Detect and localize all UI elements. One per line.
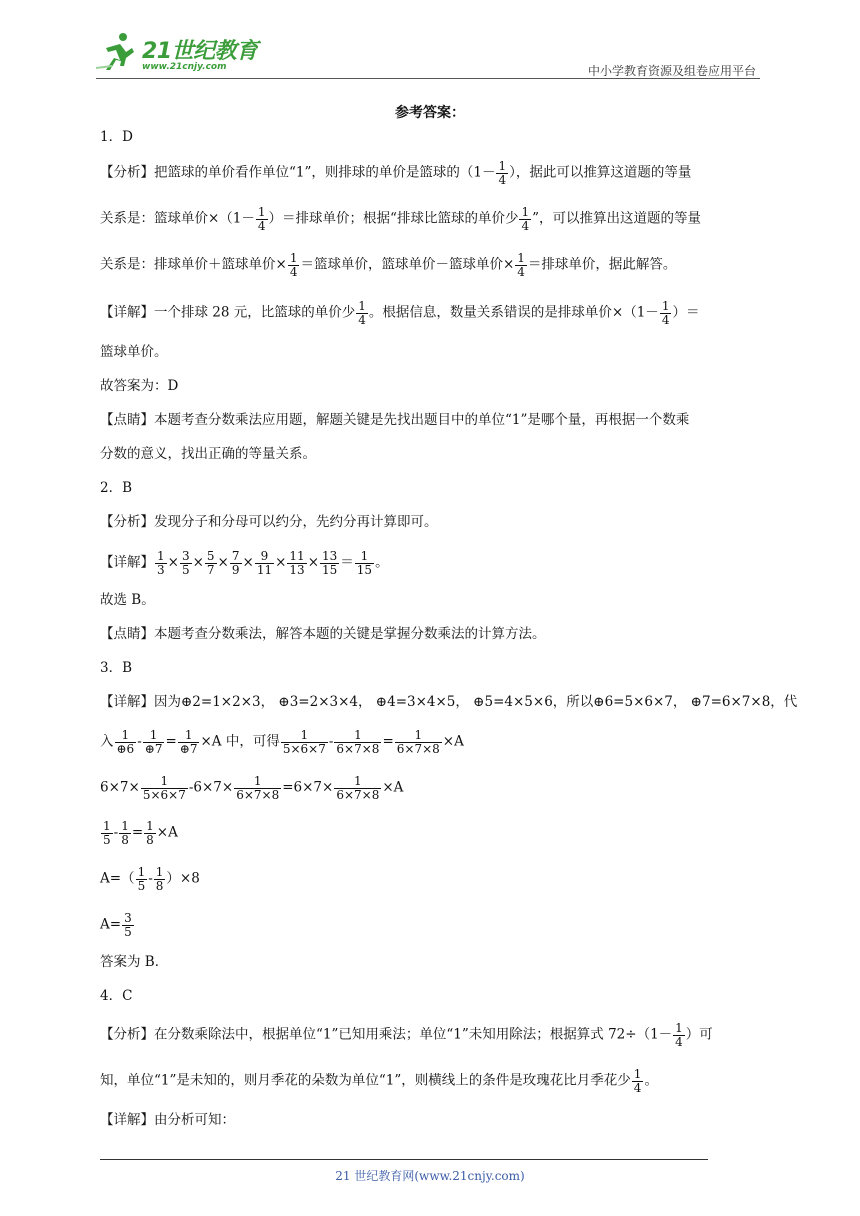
q1-comment-line1: 【点睛】本题考查分数乘法应用题，解题关键是先找出题目中的单位“1”是哪个量，再根据一个数乘 [100, 412, 690, 428]
fraction-quarter: $\frac{1}{4}$ [675, 1021, 683, 1049]
runner-logo-icon [96, 30, 142, 74]
q3-detail-line2: 入 $\frac{1}{\oplus 6}$ - $\frac{1}{\oplus 7}$ = $\frac{1}{\oplus 7}$ ×A 中，可得 $\frac{1}{5\times 6\times 7}$ - $\frac{1}{6\times 7\times 8}$ = $\frac{1}{6\times 7\times 8}$ ×A [100, 728, 464, 756]
q4-detail: 【详解】由分析可知： [100, 1112, 235, 1128]
q2-answer: 故选 B。 [100, 592, 155, 608]
fraction-quarter: $\frac{1}{4}$ [517, 251, 525, 279]
logo [96, 30, 266, 78]
q1-detail-line1: 【详解】一个排球 28 元，比篮球的单价少 $\frac{1}{4}$ 。根据信息，数量关系错误的是排球单价×（1－ $\frac{1}{4}$ ）＝ [100, 299, 700, 327]
fraction-quarter: $\frac{1}{4}$ [633, 1067, 642, 1095]
q1-analysis-line2: 关系是：篮球单价×（1－ $\frac{1}{4}$ ）＝排球单价；根据“排球比篮球的单价少 $\frac{1}{4}$ ”，可以推算出这道题的等量 [100, 205, 701, 233]
fraction-quarter: $\frac{1}{4}$ [661, 299, 670, 327]
q3-detail-line6: A= $\frac{3}{5}$ [100, 911, 132, 939]
q3-detail-line1: 【详解】因为⊕2=1×2×3， ⊕3=2×3×4， ⊕4=3×4×5， ⊕5=4×5×6，所以⊕6=5×6×7， ⊕7=6×7×8，代 [100, 694, 798, 710]
fraction-quarter: $\frac{1}{4}$ [498, 159, 507, 187]
logo-text: 21世纪教育 [142, 39, 258, 64]
fraction-quarter: $\frac{1}{4}$ [358, 299, 366, 327]
q1-number: 1．D [100, 129, 133, 145]
q3-detail-line5: A=（ $\frac{1}{5}$ - $\frac{1}{8}$ ）×8 [100, 865, 200, 893]
q4-analysis-line2: 知，单位“1”是未知的，则月季花的朵数为单位“1”，则横线上的条件是玫瑰花比月季花少 $\frac{1}{4}$ 。 [100, 1067, 658, 1095]
footer-divider [100, 1159, 708, 1160]
q3-detail-line4: $\frac{1}{5}$ - $\frac{1}{8}$ = $\frac{1}{8}$ ×A [103, 819, 178, 847]
q2-detail: 【详解】 $\frac{1}{3}$ × $\frac{3}{5}$ × $\frac{5}{7}$ × $\frac{7}{9}$ × $\frac{9}{11}$ × $\frac{11}{13}$ × $\frac{13}{15}$ ＝ $\frac{1}{15}$ 。 [100, 549, 389, 577]
logo-url: www.21cnjy.com [142, 62, 227, 72]
fraction-quarter: $\frac{1}{4}$ [521, 205, 530, 233]
page-header [96, 30, 760, 80]
q1-detail-line2: 篮球单价。 [100, 344, 168, 360]
footer-text: 21 世纪教育网(www.21cnjy.com) [335, 1169, 525, 1183]
q3-number: 3．B [100, 660, 133, 676]
q2-comment: 【点睛】本题考查分数乘法，解答本题的关键是掌握分数乘法的计算方法。 [100, 626, 546, 642]
q2-analysis: 【分析】发现分子和分母可以约分，先约分再计算即可。 [100, 514, 438, 530]
q1-comment-line2: 分数的意义，找出正确的等量关系。 [100, 446, 316, 462]
q1-analysis-line1: 【分析】把篮球的单价看作单位“1”，则排球的单价是篮球的（1－ $\frac{1}{4}$ ），据此可以推算这道题的等量 [100, 159, 692, 187]
header-platform-text: 中小学教育资源及组卷应用平台 [587, 64, 756, 78]
fraction-quarter: $\frac{1}{4}$ [289, 251, 298, 279]
q3-detail-line3: 6×7× $\frac{1}{5\times 6\times 7}$ -6×7× $\frac{1}{6\times 7\times 8}$ =6×7× $\frac{1}{6\times 7\times 8}$ ×A [100, 774, 404, 802]
q4-number: 4．C [100, 988, 133, 1004]
q3-answer: 答案为 B． [100, 954, 169, 970]
page-title: 参考答案： [395, 105, 465, 121]
q1-answer: 故答案为：D [100, 378, 179, 394]
fraction-quarter: $\frac{1}{4}$ [257, 205, 266, 233]
q1-analysis-line3: 关系是：排球单价＋篮球单价× $\frac{1}{4}$ ＝篮球单价，篮球单价－篮球单价× $\frac{1}{4}$ ＝排球单价，据此解答。 [100, 251, 677, 279]
q4-analysis-line1: 【分析】在分数乘除法中，根据单位“1”已知用乘法；单位“1”未知用除法；根据算式 72÷（1－ $\frac{1}{4}$ ）可 [100, 1021, 713, 1049]
header-divider [96, 78, 760, 79]
q2-number: 2．B [100, 480, 133, 496]
